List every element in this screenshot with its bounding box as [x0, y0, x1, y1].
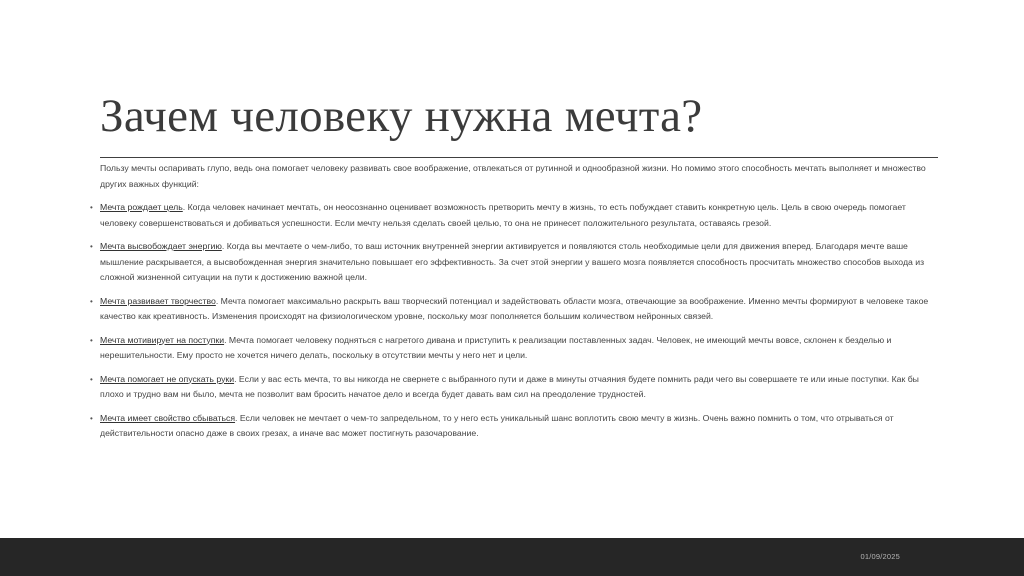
bullet-term: Мечта имеет свойство сбываться [100, 412, 236, 423]
bullet-icon: • [90, 413, 93, 423]
bullet-item-5 [90, 372, 940, 403]
bullet-item-4 [90, 333, 940, 364]
intro-paragraph: Пользу мечты оспаривать глупо, ведь она помогает человеку развивать свое воображение, отвлекаться от рутинной и однообразной жизни. Но помимо этого способность мечтать выполняет и множество других важных функций: [100, 163, 926, 189]
bullet-text: . Мечта помогает человеку подняться с нагретого дивана и приступить к реализации поставленных задач. Человек, не имеющий мечты вовсе, склонен к безделью и нерешительности. Ему просто не хочется ничего делать, поскольку в отсутствии мечты у него нет и цели. [100, 334, 892, 361]
bullet-text: . Когда вы мечтаете о чем-либо, то ваш источник внутренней энергии активируется и появляются столь необходимые цели для движения вперед. Благодаря мечте ваше мышление раскрывается, а высвобожденная энергия значительно повышает его эффективность. За счет этой энергии у вашего мозга появляется способность просчитать множество способов выхода из сложной жизненной ситуации на пути к достижению важной цели. [100, 240, 925, 283]
bullet-text: . Когда человек начинает мечтать, он неосознанно оценивает возможность претворить мечту в жизнь, то есть побуждает ставить конкретную цель. Цель в свою очередь помогает человеку совершенствоваться и добиваться успешности. Если мечту нельзя сделать своей целью, то она не принесет положительного результата, оставаясь грезой. [100, 201, 906, 228]
bullet-text: . Если человек не мечтает о чем-то запредельном, то у него есть уникальный шанс воплотить свою мечту в жизнь. Очень важно помнить о том, что отрываться от действительности опасно даже в своих грезах, а иначе вас может постигнуть разочарование. [100, 412, 894, 439]
bullet-icon: • [90, 335, 93, 345]
slide-title: Зачем человеку нужна мечта? [100, 90, 703, 142]
footer-bar [0, 538, 1024, 576]
bullet-text: . Если у вас есть мечта, то вы никогда не свернете с выбранного пути и даже в минуты отчаяния будете помнить ради чего вы совершаете те или иные поступки. Как бы плохо и трудно вам ни было, мечта не позволит вам бросить начатое дело и всегда будет давать вам сил на преодоление трудностей. [100, 373, 919, 400]
bullet-term: Мечта высвобождает энергию [100, 240, 222, 251]
bullet-item-1 [90, 200, 940, 231]
bullet-item-2 [90, 239, 940, 286]
bullet-term: Мечта развивает творчество [100, 295, 216, 306]
bullet-icon: • [90, 202, 93, 212]
bullet-text: . Мечта помогает максимально раскрыть ваш творческий потенциал и задействовать области мозга, отвечающие за воображение. Именно мечты формируют в человеке такое качество как креативность. Изменения происходят на физиологическом уровне, поскольку мозг пополняется большим количеством нейронных связей. [100, 295, 929, 322]
bullet-icon: • [90, 296, 93, 306]
bullet-term: Мечта рождает цель [100, 201, 183, 212]
title-divider [100, 157, 938, 158]
bullet-item-6 [90, 411, 940, 442]
bullet-icon: • [90, 374, 93, 384]
bullet-term: Мечта мотивирует на поступки [100, 334, 225, 345]
bullet-term: Мечта помогает не опускать руки [100, 373, 235, 384]
bullet-icon: • [90, 241, 93, 251]
slide-date: 01/09/2025 [860, 552, 900, 561]
bullet-item-3 [90, 294, 940, 325]
slide-body [90, 161, 940, 449]
